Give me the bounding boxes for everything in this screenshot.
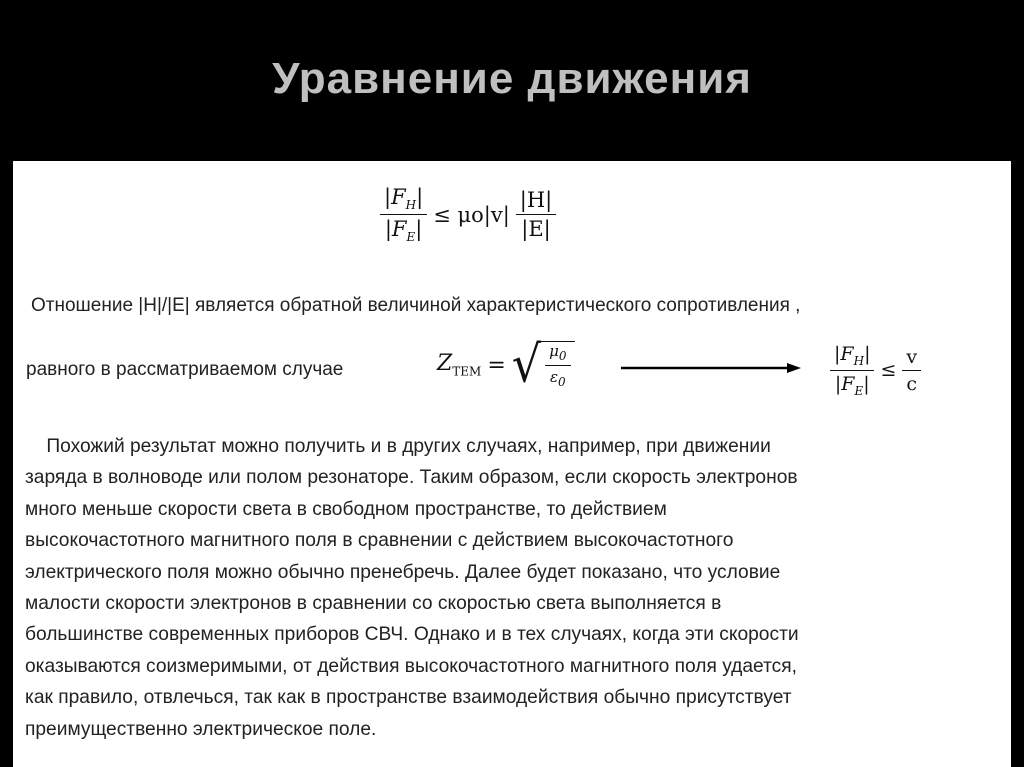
force-ratio-fraction <box>380 185 427 244</box>
velocity-ratio-fraction <box>902 346 921 395</box>
right-arrow-icon <box>621 361 801 375</box>
paragraph-line: оказываются соизмеримыми, от действия высокочастотного магнитного поля удается, <box>25 655 797 677</box>
numerator-bar: | <box>864 343 871 365</box>
relation-text: ≤ μo|v| <box>433 202 510 227</box>
epsilon-symbol: ε <box>549 368 559 386</box>
slide-title: Уравнение движения <box>272 54 752 103</box>
case-description: равного в рассматриваемом случае <box>26 359 344 380</box>
light-speed-denominator: c <box>906 372 918 395</box>
paragraph-line: заряда в волноводе или полом резонаторе. Таким образом, если скорость электронов <box>25 467 798 489</box>
less-equal-sign: ≤ <box>880 359 897 382</box>
epsilon-subscript: 0 <box>558 375 566 389</box>
equals-sign: = <box>487 352 506 378</box>
field-numerator: |H| <box>516 188 556 215</box>
body-paragraph <box>25 431 1005 745</box>
numerator-bar: | <box>416 185 424 209</box>
denominator-subscript: E <box>406 230 416 245</box>
fraction-numerator: |F <box>834 343 854 365</box>
slide-content <box>13 161 1011 767</box>
ratio-description: Отношение |H|/|E| является обратной величиной характеристического сопротивления , <box>31 295 801 316</box>
fraction-denominator: |F <box>834 372 855 395</box>
paragraph-line: как правило, отвлечься, так как в пространстве взаимодействия обычно присутствует <box>25 687 792 709</box>
mu-symbol: μ <box>549 342 559 360</box>
paragraph-line: высокочастотного магнитного поля в сравнении с действием высокочастотного <box>25 530 734 552</box>
paragraph-line: малости скорости электронов в сравнении со скоростью света выполняется в <box>25 593 722 615</box>
paragraph-line: электрического поля можно обычно пренебречь. Далее будет показано, что условие <box>25 561 781 583</box>
field-ratio-fraction <box>516 188 556 241</box>
denominator-subscript: E <box>854 383 864 398</box>
equation-impedance <box>437 334 575 394</box>
equation-force-ratio-velocity <box>830 343 921 398</box>
velocity-numerator: v <box>902 346 921 371</box>
impedance-subscript: TEM <box>452 364 482 379</box>
numerator-subscript: H <box>853 353 865 368</box>
paragraph-line: Похожий результат можно получить и в других случаях, например, при движении <box>25 436 771 457</box>
mu-subscript: 0 <box>558 349 567 363</box>
denominator-bar: | <box>415 217 423 242</box>
paragraph-line: большинстве современных приборов СВЧ. Однако и в тех случаях, когда эти скорости <box>25 624 799 646</box>
numerator-subscript: H <box>405 198 417 213</box>
impedance-symbol: Z <box>437 351 453 377</box>
field-denominator: |E| <box>521 217 551 242</box>
paragraph-line: много меньше скорости света в свободном пространстве, то действием <box>25 498 667 520</box>
force-ratio-fraction-2 <box>830 343 874 398</box>
paragraph-line: преимущественно электрическое поле. <box>25 718 377 740</box>
fraction-numerator: |F <box>384 185 406 209</box>
fraction-denominator: |F <box>384 217 407 242</box>
denominator-bar: | <box>863 372 870 395</box>
equation-force-ratio-magnetic <box>380 185 556 244</box>
mu-epsilon-fraction <box>545 342 570 389</box>
square-root <box>511 334 575 394</box>
radical-sign-icon: √ <box>511 334 542 394</box>
